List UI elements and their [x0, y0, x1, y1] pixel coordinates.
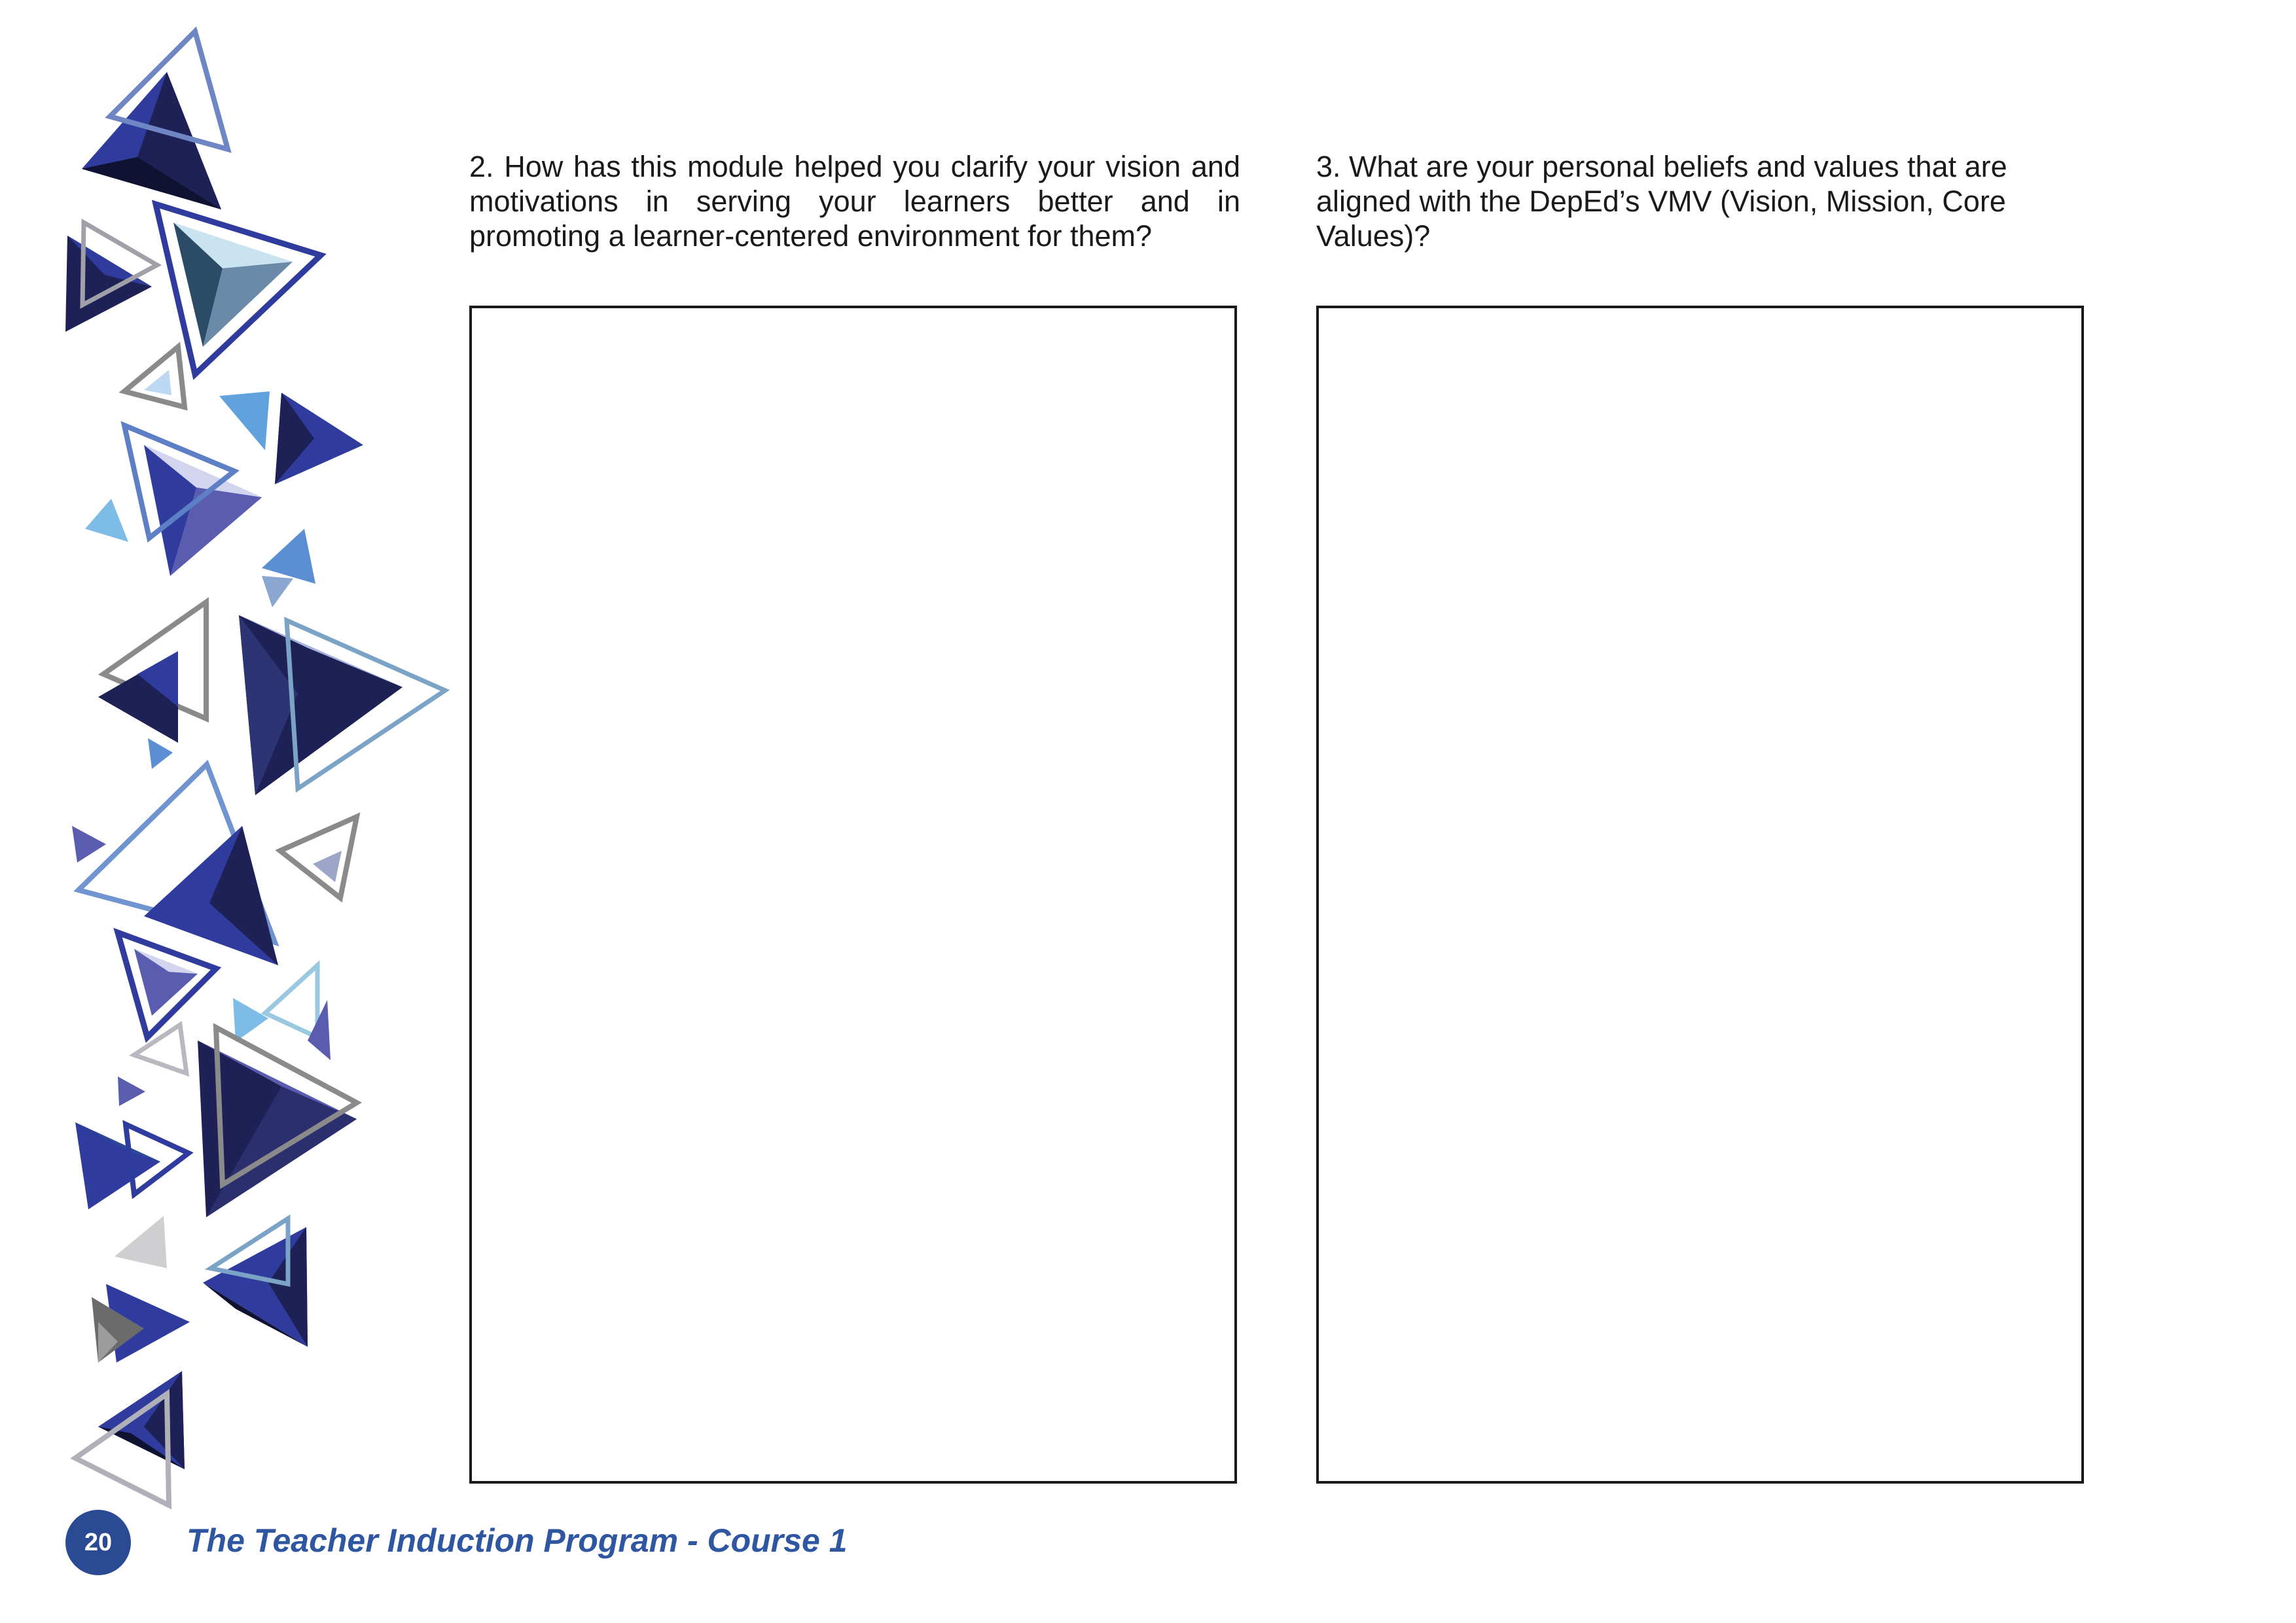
- triangle-group-7: [239, 615, 445, 795]
- question-3-text: 3. What are your personal beliefs and values that are aligned with the DepEd’s VMV (Vision, Mission, Core Values)?: [1316, 150, 2007, 253]
- decorative-triangles: [0, 0, 471, 1531]
- question-2-text: 2. How has this module helped you clarify your vision and motivations in serving your learners better and in promoting a learner-centered environment for them?: [469, 150, 1240, 253]
- triangle-group-14: [92, 1284, 190, 1363]
- page-number-badge: [65, 1510, 131, 1575]
- question-3-answer-box[interactable]: [1316, 306, 2084, 1484]
- page-number: 20: [84, 1528, 113, 1556]
- triangle-group-12: [75, 1122, 188, 1268]
- triangle-group-11: [118, 1025, 357, 1217]
- triangle-group-5: [85, 425, 262, 576]
- triangle-group-8: [98, 602, 206, 769]
- triangle-group-6: [262, 529, 315, 607]
- triangle-group-9: [72, 764, 357, 965]
- question-2-answer-box[interactable]: [469, 306, 1237, 1484]
- triangle-group-1: [82, 31, 228, 209]
- footer-title: The Teacher Induction Program - Course 1: [187, 1522, 848, 1559]
- triangle-group-10: [118, 933, 331, 1060]
- triangle-group-15: [75, 1371, 185, 1505]
- triangle-group-13: [203, 1219, 308, 1347]
- triangle-group-2: [65, 223, 157, 332]
